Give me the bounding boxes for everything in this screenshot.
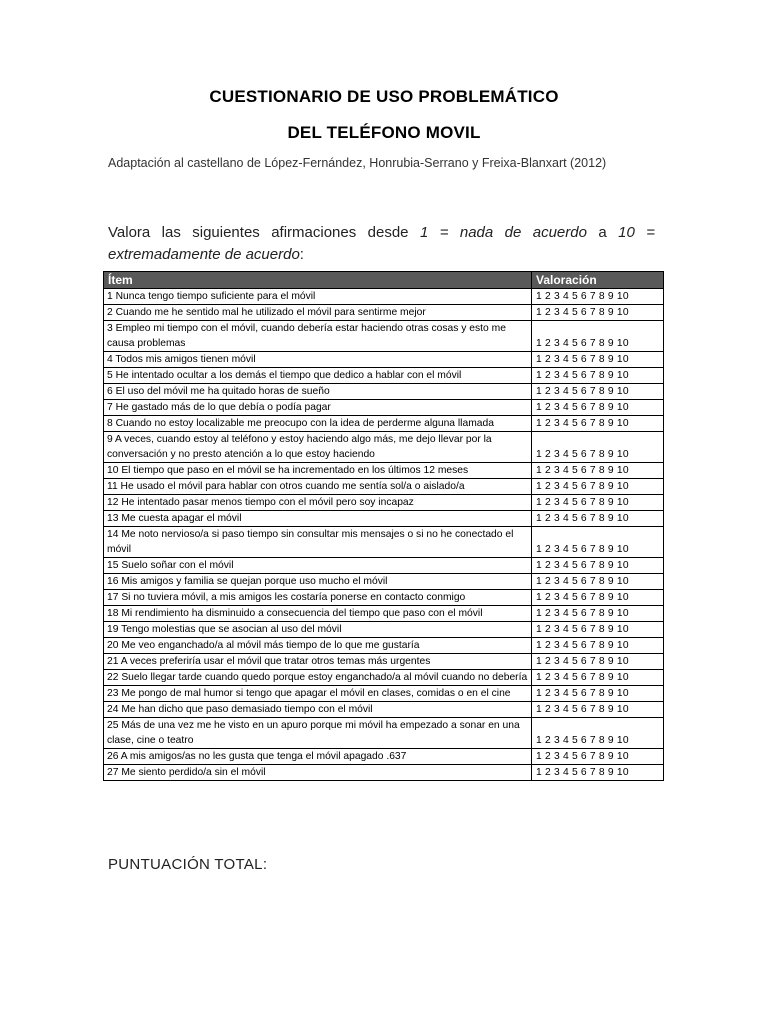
item-text: 11 He usado el móvil para hablar con otros cuando me sentía sol/a o aislado/a	[104, 479, 532, 495]
rating-scale[interactable]: 1 2 3 4 5 6 7 8 9 10	[532, 527, 664, 558]
table-row	[104, 718, 664, 749]
subtitle: Adaptación al castellano de López-Fernández, Honrubia-Serrano y Freixa-Blanxart (2012)	[108, 156, 607, 170]
table-row	[104, 590, 664, 606]
rating-scale[interactable]: 1 2 3 4 5 6 7 8 9 10	[532, 686, 664, 702]
rating-scale[interactable]: 1 2 3 4 5 6 7 8 9 10	[532, 495, 664, 511]
instructions-text-2: a	[586, 224, 619, 241]
table-row	[104, 495, 664, 511]
item-text: 22 Suelo llegar tarde cuando quedo porque estoy enganchado/a al móvil cuando no debería	[104, 670, 532, 686]
rating-scale[interactable]: 1 2 3 4 5 6 7 8 9 10	[532, 590, 664, 606]
table-row	[104, 463, 664, 479]
table-row	[104, 321, 664, 352]
table-row	[104, 654, 664, 670]
item-text: 4 Todos mis amigos tienen móvil	[104, 352, 532, 368]
item-text: 12 He intentado pasar menos tiempo con el móvil pero soy incapaz	[104, 495, 532, 511]
rating-scale[interactable]: 1 2 3 4 5 6 7 8 9 10	[532, 352, 664, 368]
rating-scale[interactable]: 1 2 3 4 5 6 7 8 9 10	[532, 321, 664, 352]
item-text: 15 Suelo soñar con el móvil	[104, 558, 532, 574]
table-row	[104, 416, 664, 432]
rating-scale[interactable]: 1 2 3 4 5 6 7 8 9 10	[532, 511, 664, 527]
instructions	[108, 222, 655, 266]
rating-scale[interactable]: 1 2 3 4 5 6 7 8 9 10	[532, 432, 664, 463]
rating-scale[interactable]: 1 2 3 4 5 6 7 8 9 10	[532, 463, 664, 479]
rating-scale[interactable]: 1 2 3 4 5 6 7 8 9 10	[532, 670, 664, 686]
table-row	[104, 638, 664, 654]
rating-scale[interactable]: 1 2 3 4 5 6 7 8 9 10	[532, 305, 664, 321]
item-text: 13 Me cuesta apagar el móvil	[104, 511, 532, 527]
table-row	[104, 305, 664, 321]
rating-scale[interactable]: 1 2 3 4 5 6 7 8 9 10	[532, 479, 664, 495]
table-row	[104, 558, 664, 574]
table-row	[104, 765, 664, 781]
item-text: 20 Me veo enganchado/a al móvil más tiempo de lo que me gustaría	[104, 638, 532, 654]
rating-scale[interactable]: 1 2 3 4 5 6 7 8 9 10	[532, 702, 664, 718]
item-text: 1 Nunca tengo tiempo suficiente para el móvil	[104, 289, 532, 305]
item-text: 14 Me noto nervioso/a si paso tiempo sin consultar mis mensajes o si no he conectado el móvil	[104, 527, 532, 558]
table-row	[104, 527, 664, 558]
table-row	[104, 622, 664, 638]
item-text: 5 He intentado ocultar a los demás el tiempo que dedico a hablar con el móvil	[104, 368, 532, 384]
table-row	[104, 606, 664, 622]
table-row	[104, 384, 664, 400]
header-item: Ítem	[104, 272, 532, 289]
title-line-1: CUESTIONARIO DE USO PROBLEMÁTICO	[209, 87, 559, 106]
instructions-max: 10 = extremadamente de acuerdo	[108, 224, 655, 263]
table-row	[104, 368, 664, 384]
item-text: 27 Me siento perdido/a sin el móvil	[104, 765, 532, 781]
instructions-colon: :	[299, 246, 304, 263]
item-text: 26 A mis amigos/as no les gusta que tenga el móvil apagado .637	[104, 749, 532, 765]
title-line-2: DEL TELÉFONO MOVIL	[287, 123, 481, 142]
item-text: 17 Si no tuviera móvil, a mis amigos les costaría ponerse en contacto conmigo	[104, 590, 532, 606]
table-row	[104, 400, 664, 416]
rating-scale[interactable]: 1 2 3 4 5 6 7 8 9 10	[532, 765, 664, 781]
item-text: 16 Mis amigos y familia se quejan porque uso mucho el móvil	[104, 574, 532, 590]
item-text: 24 Me han dicho que paso demasiado tiempo con el móvil	[104, 702, 532, 718]
rating-scale[interactable]: 1 2 3 4 5 6 7 8 9 10	[532, 368, 664, 384]
item-text: 18 Mi rendimiento ha disminuido a consecuencia del tiempo que paso con el móvil	[104, 606, 532, 622]
table-row	[104, 511, 664, 527]
item-text: 25 Más de una vez me he visto en un apuro porque mi móvil ha empezado a sonar en una clase, cine o teatro	[104, 718, 532, 749]
rating-scale[interactable]: 1 2 3 4 5 6 7 8 9 10	[532, 654, 664, 670]
table-row	[104, 479, 664, 495]
table-row	[104, 574, 664, 590]
rating-scale[interactable]: 1 2 3 4 5 6 7 8 9 10	[532, 606, 664, 622]
total-score-label: PUNTUACIÓN TOTAL:	[108, 856, 268, 873]
item-text: 10 El tiempo que paso en el móvil se ha incrementado en los últimos 12 meses	[104, 463, 532, 479]
rating-scale[interactable]: 1 2 3 4 5 6 7 8 9 10	[532, 638, 664, 654]
questionnaire-table	[103, 271, 664, 781]
table-row	[104, 749, 664, 765]
rating-scale[interactable]: 1 2 3 4 5 6 7 8 9 10	[532, 416, 664, 432]
rating-scale[interactable]: 1 2 3 4 5 6 7 8 9 10	[532, 749, 664, 765]
item-text: 6 El uso del móvil me ha quitado horas de sueño	[104, 384, 532, 400]
table-row	[104, 686, 664, 702]
table-row	[104, 289, 664, 305]
rating-scale[interactable]: 1 2 3 4 5 6 7 8 9 10	[532, 400, 664, 416]
rating-scale[interactable]: 1 2 3 4 5 6 7 8 9 10	[532, 718, 664, 749]
item-text: 2 Cuando me he sentido mal he utilizado el móvil para sentirme mejor	[104, 305, 532, 321]
table-row	[104, 702, 664, 718]
table-row	[104, 352, 664, 368]
table-header-row	[104, 272, 664, 289]
instructions-min: 1 = nada de acuerdo	[419, 224, 587, 241]
item-text: 3 Empleo mi tiempo con el móvil, cuando debería estar haciendo otras cosas y esto me causa problemas	[104, 321, 532, 352]
item-text: 23 Me pongo de mal humor si tengo que apagar el móvil en clases, comidas o en el cine	[104, 686, 532, 702]
item-text: 7 He gastado más de lo que debía o podía pagar	[104, 400, 532, 416]
item-text: 8 Cuando no estoy localizable me preocupo con la idea de perderme alguna llamada	[104, 416, 532, 432]
rating-scale[interactable]: 1 2 3 4 5 6 7 8 9 10	[532, 289, 664, 305]
rating-scale[interactable]: 1 2 3 4 5 6 7 8 9 10	[532, 574, 664, 590]
table-row	[104, 432, 664, 463]
item-text: 21 A veces preferiría usar el móvil que tratar otros temas más urgentes	[104, 654, 532, 670]
rating-scale[interactable]: 1 2 3 4 5 6 7 8 9 10	[532, 622, 664, 638]
rating-scale[interactable]: 1 2 3 4 5 6 7 8 9 10	[532, 384, 664, 400]
item-text: 19 Tengo molestias que se asocian al uso del móvil	[104, 622, 532, 638]
instructions-text: Valora las siguientes afirmaciones desde	[108, 224, 420, 241]
item-text: 9 A veces, cuando estoy al teléfono y estoy haciendo algo más, me dejo llevar por la conversación y no presto atención a lo que estoy haciendo	[104, 432, 532, 463]
header-rating: Valoración	[532, 272, 664, 289]
rating-scale[interactable]: 1 2 3 4 5 6 7 8 9 10	[532, 558, 664, 574]
table-row	[104, 670, 664, 686]
